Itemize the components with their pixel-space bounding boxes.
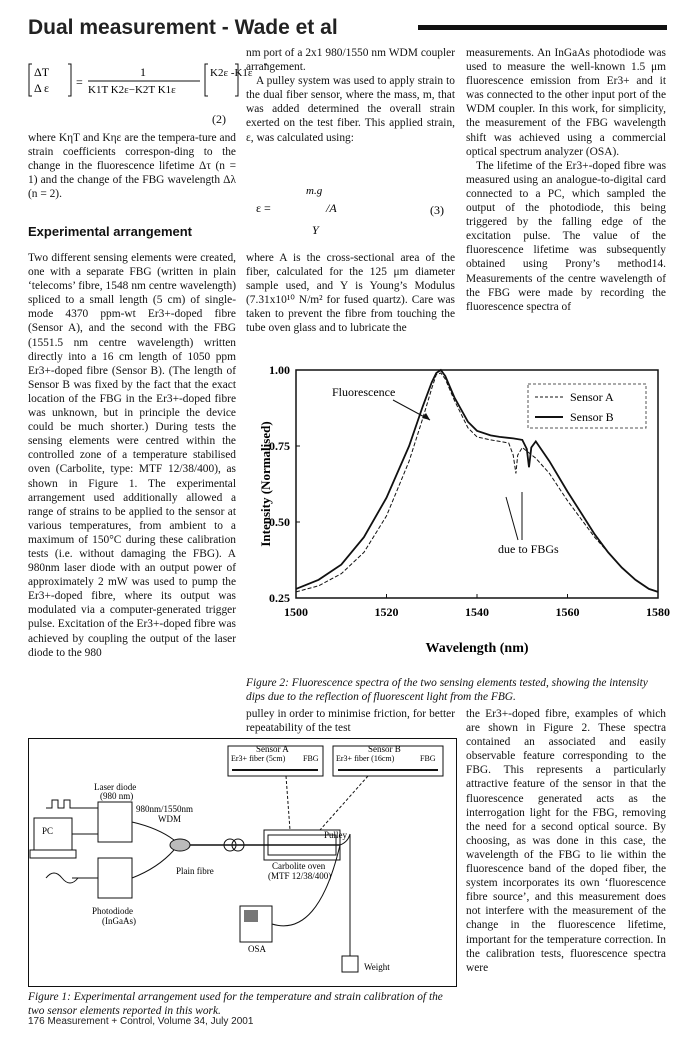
pulley-label: Pulley: [324, 830, 348, 840]
laser-nm: (980 nm): [100, 791, 134, 801]
annotation-fluorescence: Fluorescence: [332, 385, 396, 399]
osa-label: OSA: [248, 944, 267, 954]
wdm-label-1: 980nm/1550nm: [136, 804, 194, 814]
legend-label-b: Sensor B: [570, 410, 614, 424]
x-tick-label: 1500: [284, 605, 308, 619]
laser-label: Laser diode: [94, 782, 137, 792]
col1-para2: [28, 251, 236, 660]
running-header: Dual measurement - Wade et al: [28, 16, 338, 39]
photodiode-label: Photodiode: [92, 906, 134, 916]
oven-label: Carbolite oven: [272, 861, 326, 871]
weight-icon: [342, 956, 358, 972]
eq2-lhs-bot: Δ ε: [34, 81, 50, 95]
col2-para3: [246, 251, 455, 336]
sensor-a-sub: Er3+ fiber (5cm): [231, 754, 286, 763]
annotation-fbg-arrow-a: [506, 497, 518, 540]
annotation-fbg: due to FBGs: [498, 542, 559, 556]
eq2-number: (2): [212, 112, 226, 126]
x-tick-label: 1520: [374, 605, 399, 619]
eq2-frac-num: 1: [140, 65, 146, 79]
laser-diode-icon: [98, 802, 132, 842]
x-axis-label: Wavelength (nm): [425, 641, 529, 656]
wdm-label-2: WDM: [158, 814, 181, 824]
col2-block: [246, 46, 455, 145]
figure-1-caption: Figure 1: Experimental arrangement used for the temperature and strain calibration of the two sensor elements reported in this work.: [28, 991, 443, 1017]
eq3-num: m.g: [306, 185, 323, 197]
equation-3: [246, 176, 456, 238]
eq2-lhs-top: ΔT: [34, 65, 50, 79]
sensor-b-title: Sensor B: [368, 744, 401, 754]
figure-2: [248, 362, 668, 672]
equation-2-svg: [28, 60, 253, 110]
header-rule: [418, 25, 667, 30]
figure-2-caption: Figure 2: Fluorescence spectra of the two sensing elements tested, showing the intensity dips due to the reflection of fluorescent light from the FBG.: [246, 677, 648, 703]
col2-para1: nm port of a 2x1 980/1550 nm WDM coupler arrangement.: [246, 47, 455, 74]
setup-diagram: [28, 738, 458, 988]
x-tick-label: 1580: [646, 605, 670, 619]
sensor-b-sub: Er3+ fiber (16cm): [336, 754, 395, 763]
sensor-a-fbg: FBG: [303, 754, 319, 763]
legend-label-a: Sensor A: [570, 390, 614, 404]
col3-para1: measurements. An InGaAs photodiode was used to measure the well-known 1.5 μm fluorescence emission from Er3+ and it was connected to the other input port of the WDM coupler. In this work, for simplicity, the measurement of the FBG wavelength shift was achieved using a commercial optical spectrum analyzer (OSA).: [466, 47, 666, 158]
y-tick-label: 0.75: [269, 439, 290, 453]
weight-label: Weight: [364, 962, 390, 972]
eq3-mid: /A: [326, 201, 337, 215]
sensor-a-title: Sensor A: [256, 744, 289, 754]
section-heading: Experimental arrangement: [28, 224, 193, 239]
col3-block: [466, 46, 666, 314]
y-tick-label: 0.25: [269, 591, 290, 605]
col2-para3-text: where A is the cross-sectional area of the fiber, calculated for the 125 μm diameter sample used, and Y is Young’s Modulus (7.31x10¹⁰ N/m² for fused quartz). Care was taken to prevent the fibre from touching the tube oven glass and to lubricate the: [246, 252, 455, 335]
photodiode-icon: [98, 858, 132, 898]
eq3-den: Y: [312, 223, 319, 237]
eq3-number: (3): [430, 203, 444, 217]
sensor-b-fbg: FBG: [420, 754, 436, 763]
col2-lower: [246, 707, 455, 735]
x-tick-label: 1540: [465, 605, 489, 619]
col1-para2-text: Two different sensing elements were created, one with a separate FBG (written in plain ‘telecoms’ fibre, 1548 nm centre wavelength) spliced to a small length (5 cm) of single-mode 4370 ppm-wt Er3+-doped fibre (Sensor A), and the second with the FBG (1551.5 nm centre wavelength) written directly into a 16 cm length of 1050 ppm Er3+-doped fibre (Sensor B). (The length of Sensor B was fixed by the fact that the exact location of the FBG in the Er3+-doped fibre was unknown, but in principle the device could be much shorter.) During tests the sensing elements were centred within the controlled zone of a temperature stabilised oven (Carbolite, type: MTF 12/38/400), as shown in Figure 1. The experimental arrangement used additionally allowed a range of strains to be applied to the sensor at various temperatures, from ambient to a maximum of 150°C during these calibration tests (i.e. without damaging the FBG). A 980nm laser diode with an output power of approximately 2 mW was used to pump the Er3+-doped fibre, where its output was modulated via a computer-generated trigger pulse. Excitation of the Er3+-doped fibre was achieved by coupling the output of the laser diode to the 980: [28, 252, 236, 659]
y-axis-label: Intensity (Normalised): [258, 421, 273, 547]
y-tick-label: 0.50: [269, 515, 290, 529]
y-tick-label: 1.00: [269, 363, 290, 377]
x-tick-label: 1560: [555, 605, 580, 619]
ingaas-label: (InGaAs): [102, 916, 136, 926]
col3-lower: [466, 707, 666, 975]
col3-para2: The lifetime of the Er3+-doped fibre was measured using an analogue-to-digital card connected to a PC, which sampled the output of the photodiode, this being triggered by the falling edge of the excitation pulse. The value of the fluorescence lifetime was subsequently obtained using Prony’s method14. Measurements of the centre wavelength of the FBG were made by recording the fluorescence spectra of: [466, 159, 666, 313]
col1-para1-text: where KηT and Kηε are the tempera-ture and strain coefficients correspon-ding to the change in the fluorescence lifetime Δτ (n = 1) and the change of the FBG wavelength Δλ (n = 2).: [28, 132, 236, 201]
oven-model: (MTF 12/38/400): [268, 871, 332, 881]
equation-2: [28, 60, 253, 110]
pc-label: PC: [42, 826, 54, 836]
col1-para1: [28, 131, 236, 201]
eq3-lhs: ε =: [256, 201, 271, 215]
page-footer: 176 Measurement + Control, Volume 34, July 2001: [28, 1016, 254, 1027]
col2-lower-text: pulley in order to minimise friction, for better repeatability of the test: [246, 708, 455, 735]
col2-para2: A pulley system was used to apply strain to the dual fiber sensor, where the mass, m, that was added determined the overall strain exerted on the test fiber. This applied strain, ε, was calculated using:: [246, 75, 455, 144]
wdm-coupler-icon: [170, 839, 190, 851]
svg-text:=: =: [76, 75, 83, 89]
col3-lower-text: the Er3+-doped fibre, examples of which are shown in Figure 2. These spectra contained an associated and easily observable feature corresponding to the FBG. This represents a particularly attractive feature of the sensor in that the fluorescence generated acts as the interrogation light for the FBG, removing the need for a second optical source. By choosing, as was done in this case, the wavelength of the FBG to lie within the fluorescence band of the doped fiber, the system incorporates its own ‘fluorescence fibre source’, and this measurement does not interfere with the measurement of the change in the fluorescence lifetime, important for the temperature correction. In the calibration tests, fluorescence spectra were: [466, 708, 666, 974]
eq2-frac-den: K1T K2ε−K2T K1ε: [88, 84, 176, 96]
eq2-mat-top: K2ε -K1ε: [210, 67, 253, 79]
figure-1: [28, 738, 458, 988]
spectrum-chart: [248, 362, 668, 672]
plain-fibre-label: Plain fibre: [176, 866, 214, 876]
